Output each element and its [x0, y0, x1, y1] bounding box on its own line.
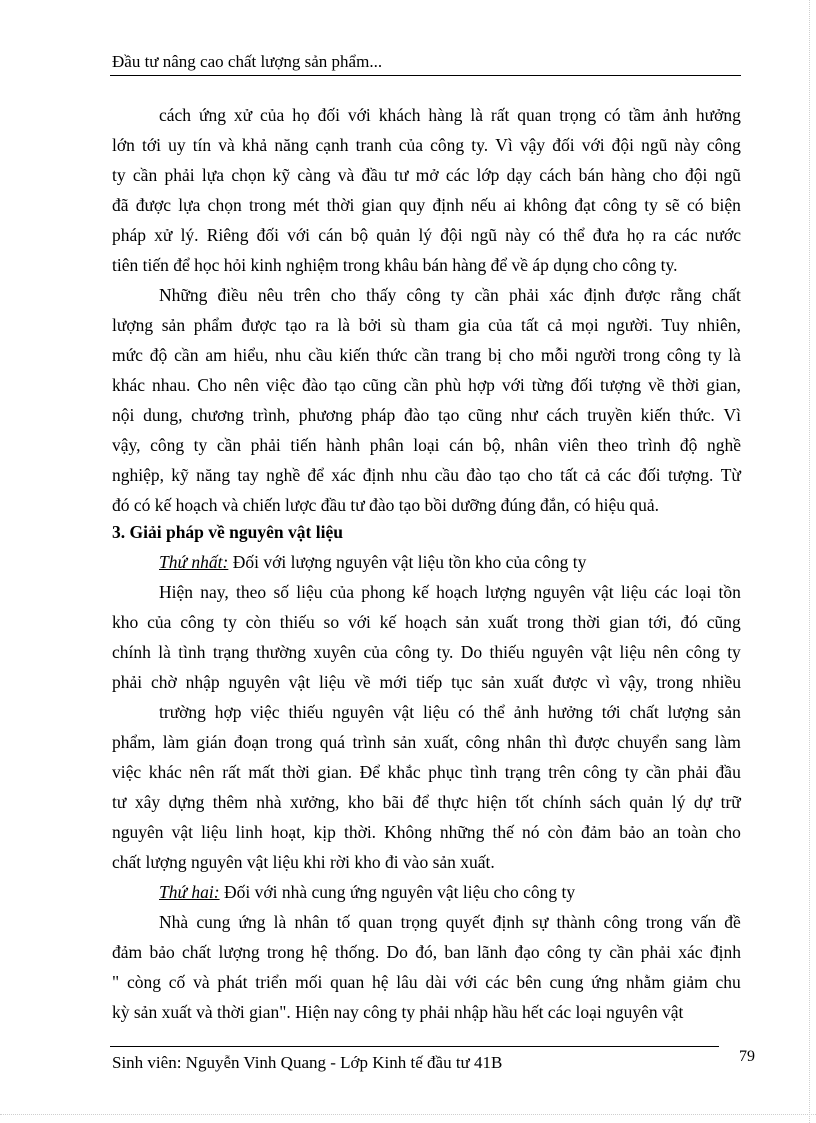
text-line: lượng sản phẩm được tạo ra là bởi sù tham gia của tất cả mọi người. Tuy nhiên, — [112, 315, 741, 335]
text-line: vậy, công ty cần phải tiến hành phân loại cán bộ, nhân viên theo trình độ nghề — [112, 435, 741, 455]
text-line: đảm bảo chất lượng trong hệ thống. Do đó, ban lãnh đạo công ty cần phải xác định — [112, 942, 741, 962]
text-line: lớn tới uy tín và khả năng cạnh tranh của công ty. Vì vậy đối với đội ngũ này công — [112, 135, 741, 155]
text-line: nội dung, chương trình, phương pháp đào tạo cũng như cách truyền kiến thức. Vì — [112, 405, 741, 425]
text-line: pháp xử lý. Riêng đối với cán bộ quản lý đội ngũ này có thể đưa họ ra các nước — [112, 225, 741, 245]
text-line: Nhà cung ứng là nhân tố quan trọng quyết định sự thành công trong vấn đề — [159, 912, 741, 932]
page-edge-guide — [809, 0, 810, 1123]
page-number: 79 — [739, 1048, 755, 1065]
text-line: tiên tiến để học hỏi kinh nghiệm trong khâu bán hàng để về áp dụng cho công ty. — [112, 255, 678, 275]
subheading-label: Thứ hai: — [159, 882, 220, 902]
page-bottom-guide — [0, 1114, 816, 1115]
text-line: đó có kế hoạch và chiến lược đầu tư đào tạo bồi dưỡng đúng đắn, có hiệu quả. — [112, 495, 660, 515]
text-line: phải chờ nhập nguyên vật liệu về mới tiếp tục sản xuất được vì vậy, trong nhiều — [112, 672, 741, 692]
subheading-label: Thứ nhất: — [159, 552, 229, 572]
text-line: kỳ sản xuất và thời gian". Hiện nay công ty phải nhập hầu hết các loại nguyên vật — [112, 1002, 684, 1022]
text-line: nguyên vật liệu linh hoạt, kịp thời. Không những thế nó còn đảm bảo an toàn cho — [112, 822, 741, 842]
footer-rule — [110, 1046, 719, 1047]
text-line: nghiệp, kỹ năng tay nghề để xác định nhu cầu đào tạo cho tất cả các đối tượng. Từ — [112, 465, 741, 485]
text-line: chất lượng nguyên vật liệu khi rời kho đi vào sản xuất. — [112, 852, 495, 872]
text-line: tư xây dựng thêm nhà xưởng, kho bãi để thực hiện tốt chính sách quản lý dự trữ — [112, 792, 741, 812]
text-line: phẩm, làm gián đoạn trong quá trình sản xuất, công nhân thì được chuyển sang làm — [112, 732, 741, 752]
section-heading: 3. Giải pháp về nguyên vật liệu — [112, 522, 343, 542]
text-line: Những điều nêu trên cho thấy công ty cần phải xác định được rằng chất — [159, 285, 741, 305]
text-line: trường hợp việc thiếu nguyên vật liệu có thể ảnh hưởng tới chất lượng sản — [159, 702, 741, 722]
text-line: mức độ cần am hiểu, nhu cầu kiến thức cần trang bị cho mỗi người trong công ty là — [112, 345, 741, 365]
text-line: kho của công ty còn thiếu so với kế hoạch sản xuất trong thời gian tới, đó cũng — [112, 612, 741, 632]
text-line: Hiện nay, theo số liệu của phong kế hoạch lượng nguyên vật liệu các loại tồn — [159, 582, 741, 602]
text-line: cách ứng xử của họ đối với khách hàng là rất quan trọng có tầm ảnh hưởng — [159, 105, 741, 125]
text-line: " còng cố và phát triển mối quan hệ lâu dài với các bên cung ứng nhằm giảm chu — [112, 972, 741, 992]
subheading-line: Thứ hai: Đối với nhà cung ứng nguyên vật liệu cho công ty — [159, 882, 576, 902]
text-line: đã được lựa chọn trong mét thời gian quy định nếu ai không đạt công ty sẽ có biện — [112, 195, 741, 215]
text-line: ty cần phải lựa chọn kỹ càng và đầu tư mở các lớp dạy cách bán hàng cho đội ngũ — [112, 165, 741, 185]
text-line: việc khác nên rất mất thời gian. Để khắc phục tình trạng trên công ty cần phải đầu — [112, 762, 741, 782]
text-line: chính là tình trạng thường xuyên của công ty. Do thiếu nguyên vật liệu nên công ty — [112, 642, 741, 662]
header-rule — [110, 75, 741, 76]
running-header: Đầu tư nâng cao chất lượng sản phẩm... — [112, 52, 383, 71]
text-line: khác nhau. Cho nên việc đào tạo cũng cần phù hợp với từng đối tượng về thời gian, — [112, 375, 741, 395]
subheading-line: Thứ nhất: Đối với lượng nguyên vật liệu tồn kho của công ty — [159, 552, 587, 572]
running-footer: Sinh viên: Nguyễn Vinh Quang - Lớp Kinh tế đầu tư 41B — [112, 1053, 503, 1072]
